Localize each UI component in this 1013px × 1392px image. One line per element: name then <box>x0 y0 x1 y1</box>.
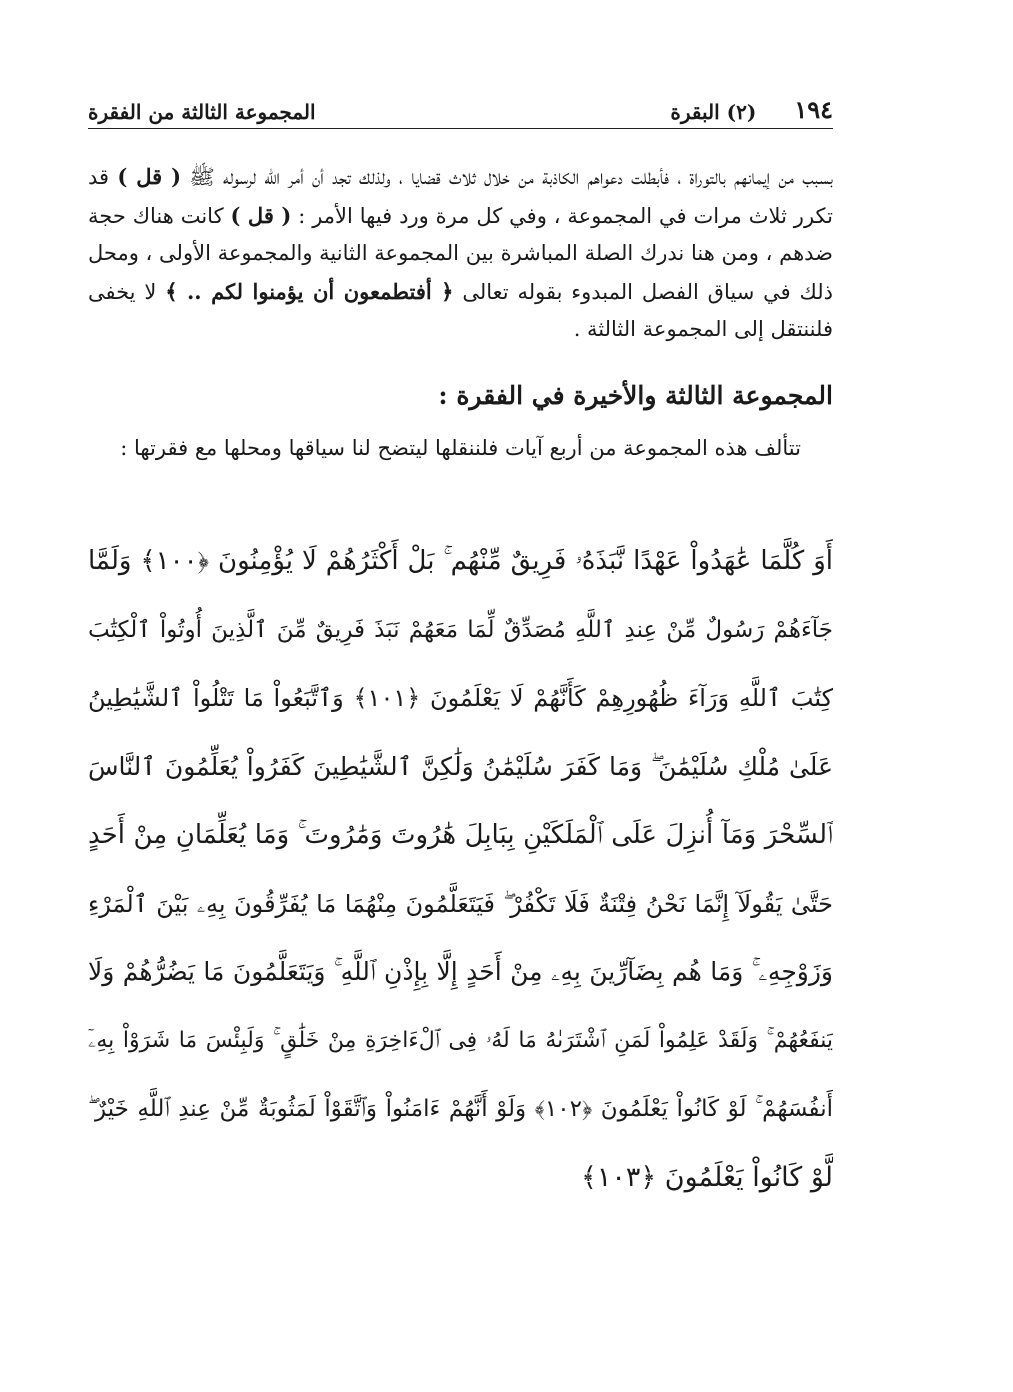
section-heading: المجموعة الثالثة والأخيرة في الفقرة : <box>438 381 833 410</box>
quran-line: حَتَّىٰ يَقُولَآ إِنَّمَا نَحْنُ فِتْنَةٌ فَلَا تَكْفُرْ ۖ فَيَتَعَلَّمُونَ مِنْهُمَا مَا يُفَرِّقُونَ بِهِۦ بَيْنَ ٱلْمَرْءِ <box>88 889 833 918</box>
quran-line: عَلَىٰ مُلْكِ سُلَيْمَٰنَ ۖ وَمَا كَفَرَ سُلَيْمَٰنُ وَلَٰكِنَّ ٱلشَّيَٰطِينَ كَفَرُواْ يُعَلِّمُونَ ٱلنَّاسَ <box>88 751 833 781</box>
book-page <box>88 0 833 1392</box>
paragraph-text-c: كانت هناك حجة ضدهم ، ومن هنا ندرك الصلة المباشرة بين المجموعة الثانية والمجموعة الأولى ، ومحل ذلك في سياق الفصل المبدوء بقوله تعالى <box>88 203 833 304</box>
quran-line: أَنفُسَهُمْ ۚ لَوْ كَانُواْ يَعْلَمُونَ ﴿١٠٢﴾ وَلَوْ أَنَّهُمْ ءَامَنُواْ وَٱتَّقَوْاْ لَمَثُوبَةٌ مِّنْ عِندِ ٱللَّهِ خَيْرٌ ۖ <box>88 1096 833 1122</box>
quran-line: ٱلسِّحْرَ وَمَآ أُنزِلَ عَلَى ٱلْمَلَكَيْنِ بِبَابِلَ هَٰرُوتَ وَمَٰرُوتَ ۚ وَمَا يُعَلِّمَانِ مِنْ أَحَدٍ <box>88 820 833 850</box>
quran-line: وَزَوْجِهِۦ ۚ وَمَا هُم بِضَآرِّينَ بِهِۦ مِنْ أَحَدٍ إِلَّا بِإِذْنِ ٱللَّهِ ۚ وَيَتَعَلَّمُونَ مَا يَضُرُّهُمْ وَلَا <box>88 957 833 986</box>
quran-line: كِتَٰبَ ٱللَّهِ وَرَآءَ ظُهُورِهِمْ كَأَنَّهُمْ لَا يَعْلَمُونَ ﴿١٠١﴾ وَٱتَّبَعُواْ مَا تَتْلُواْ ٱلشَّيَٰطِينُ <box>88 684 833 712</box>
quran-line: لَّوْ كَانُواْ يَعْلَمُونَ ﴿١٠٣﴾ <box>581 1161 833 1193</box>
quran-line: جَآءَهُمْ رَسُولٌ مِّنْ عِندِ ٱللَّهِ مُصَدِّقٌ لِّمَا مَعَهُمْ نَبَذَ فَرِيقٌ مِّنَ ٱلَّذِينَ أُوتُواْ ٱلْكِتَٰبَ <box>88 616 833 643</box>
chapter-label: (٢) البقرة <box>670 100 757 124</box>
qul-emphasis-1: ( قل ) <box>117 164 182 189</box>
quran-line: يَنفَعُهُمْ ۚ وَلَقَدْ عَلِمُواْ لَمَنِ ٱشْتَرَىٰهُ مَا لَهُۥ فِى ٱلْءَاخِرَةِ مِنْ خَلَٰقٍ ۚ وَلَبِئْسَ مَا شَرَوْاْ بِهِۦٓ <box>88 1027 833 1053</box>
header-divider <box>88 128 833 129</box>
page-number: ١٩٤ <box>794 95 833 124</box>
paragraph-text-b: قد تكرر ثلاث مرات في المجموعة ، وفي كل مرة ورد فيها الأمر : <box>88 165 833 228</box>
qul-emphasis-2: ( قل ) <box>230 202 292 228</box>
quran-verses-block <box>88 532 833 1217</box>
header-right-group <box>670 95 833 124</box>
section-intro: تتألف هذه المجموعة من أربع آيات فلننقلها ليتضح لنا سياقها ومحلها مع فقرتها : <box>120 436 801 460</box>
body-paragraph <box>88 158 833 349</box>
paragraph-text-d: لا يخفى فلننتقل إلى المجموعة الثالثة . <box>88 279 833 341</box>
section-running-title: المجموعة الثالثة من الفقرة <box>88 100 316 124</box>
paragraph-1 <box>88 158 833 349</box>
running-header <box>88 88 833 124</box>
quran-line: أَوَ كُلَّمَا عَٰهَدُواْ عَهْدًا نَّبَذَهُۥ فَرِيقٌ مِّنْهُم ۚ بَلْ أَكْثَرُهُمْ لَا يُؤْمِنُونَ ﴿١٠٠﴾ وَلَمَّا <box>88 546 833 576</box>
verse-quote: ﴿ أفتطمعون أن يؤمنوا لكم .. ﴾ <box>165 278 454 304</box>
paragraph-text-a: بسبب من إيمانهم بالتوراة ، فأبطلت دعواهم الكاذبة من خلال ثلاث قضايا ، ولذلك تجد أن أمر الله لرسوله ﷺ <box>189 165 833 189</box>
